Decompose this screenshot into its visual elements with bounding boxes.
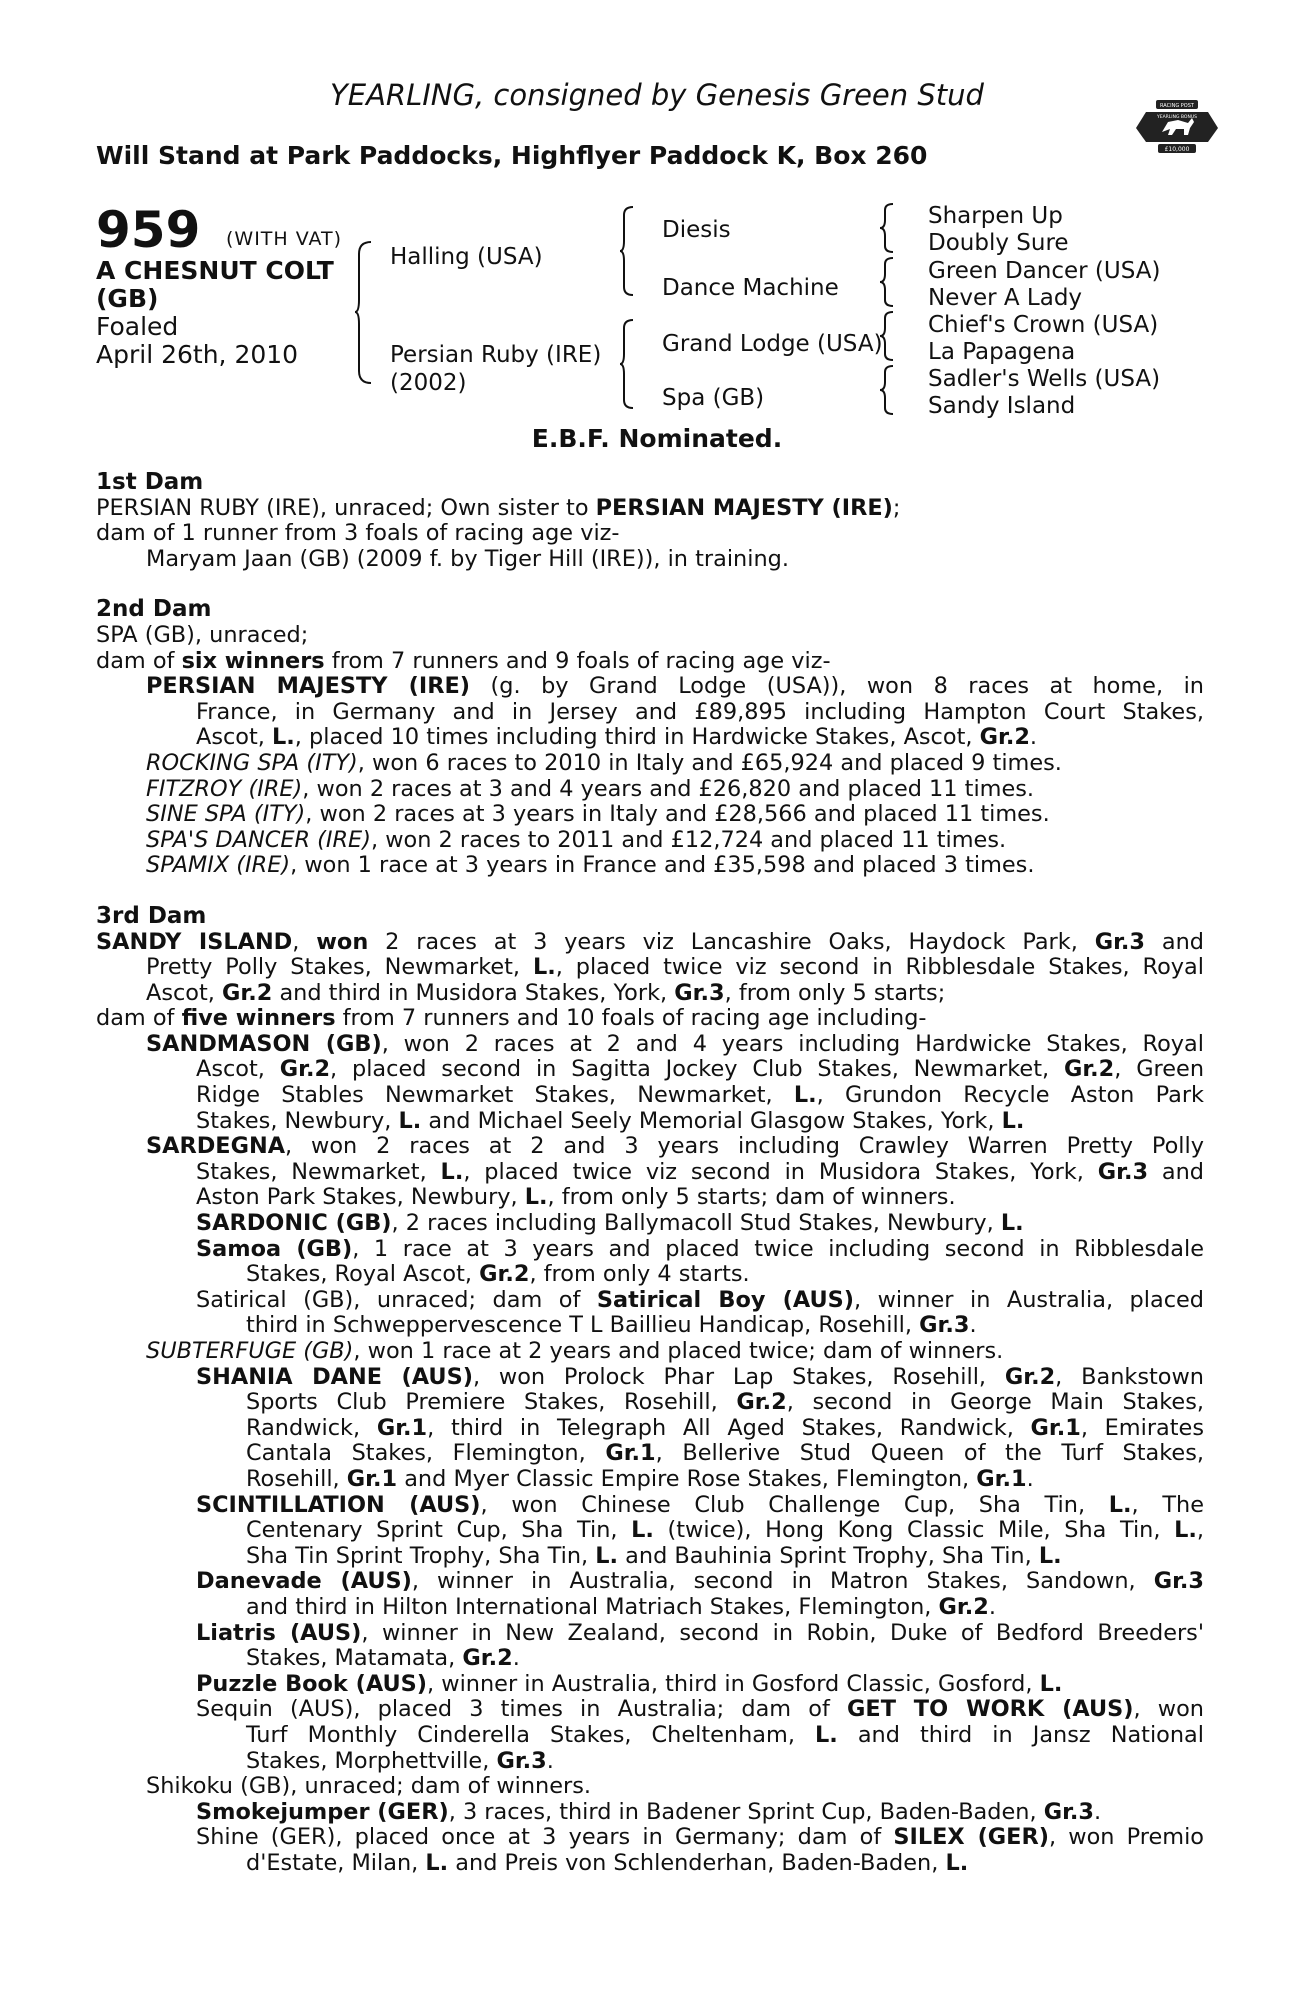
pedigree-brace-3a — [880, 202, 896, 254]
pedigree-text-line — [96, 1083, 1204, 1109]
text-run: Stakes, Matamata, — [246, 1645, 463, 1672]
bold-text-run: L. — [595, 1542, 619, 1569]
text-run: Satirical (GB), unraced; dam of — [196, 1286, 597, 1313]
pedigree-text-line — [96, 725, 1204, 751]
dam-sire: Grand Lodge (USA) — [662, 331, 883, 357]
bold-text-run: L. — [524, 1184, 548, 1211]
text-run: , from only 5 starts; — [724, 979, 946, 1006]
italic-text-run: SPAMIX (IRE) — [146, 852, 291, 879]
bold-text-run: L. — [1039, 1670, 1063, 1697]
pedigree-text-line — [96, 1109, 1204, 1135]
bold-text-run: Gr.2 — [979, 724, 1030, 751]
text-run: Shikoku (GB), unraced; dam of winners. — [146, 1773, 592, 1800]
text-run: , won 2 races at 3 and 4 years and £26,820 and placed 11 times. — [302, 775, 1035, 802]
text-run: dam of — [96, 1005, 182, 1032]
text-run: , winner in New Zealand, second in Robin, Duke of Bedford Breeders' — [361, 1619, 1204, 1646]
location-line: Will Stand at Park Paddocks, Highflyer Paddock K, Box 260 — [96, 141, 928, 170]
text-run: Shine (GER), placed once at 3 years in Germany; dam of — [196, 1824, 894, 1851]
bold-text-run: L. — [1038, 1542, 1062, 1569]
bold-text-run: L. — [440, 1158, 464, 1185]
text-run: ; — [892, 494, 901, 521]
section-heading: 3rd Dam — [96, 902, 207, 929]
pedigree-text-line — [96, 1595, 1204, 1621]
pedigree-text-line — [96, 1697, 1204, 1723]
pedigree-text-line — [96, 1006, 1204, 1032]
text-run: 2 races at 3 years viz Lancashire Oaks, Haydock Park, — [368, 928, 1095, 955]
pedigree-brace-3b — [880, 256, 896, 308]
text-run: , Bellerive Stud Queen of the Turf Stakes, — [655, 1440, 1204, 1467]
text-run: from 7 runners and 9 foals of racing age viz- — [324, 647, 831, 674]
bold-text-run: five winners — [181, 1005, 336, 1032]
bold-text-run: PERSIAN MAJESTY (IRE) — [595, 494, 893, 521]
pedigree-text-line — [96, 1800, 1204, 1826]
text-run: and third in Hilton International Matriach Stakes, Flemington, — [246, 1593, 939, 1620]
section-gap — [96, 572, 1204, 597]
pedigree-text-line — [96, 1774, 1204, 1800]
pedigree-text-line — [96, 1160, 1204, 1186]
italic-text-run: SPA'S DANCER (IRE) — [146, 826, 371, 853]
text-run: , 1 race at 3 years and placed twice including second in Ribblesdale — [352, 1235, 1205, 1262]
text-run: and — [1145, 928, 1204, 955]
pedigree-text-line — [96, 751, 1204, 777]
catalogue-body — [96, 470, 1204, 1876]
ggp-3: Green Dancer (USA) — [928, 258, 1161, 284]
pedigree-text-line — [96, 521, 1204, 547]
pedigree-text-line — [96, 802, 1204, 828]
bold-text-run: L. — [1001, 1107, 1025, 1134]
bold-text-run: Smokejumper (GER) — [196, 1798, 449, 1825]
text-run: from 7 runners and 10 foals of racing age including- — [335, 1005, 927, 1032]
pedigree-text-line — [96, 1518, 1204, 1544]
pedigree-text-line — [96, 930, 1204, 956]
text-run: and Michael Seely Memorial Glasgow Stakes, York, — [421, 1107, 1002, 1134]
text-run: dam of — [96, 647, 182, 674]
bold-text-run: six winners — [181, 647, 325, 674]
text-run: Ascot, — [196, 1056, 280, 1083]
pedigree-text-line — [96, 623, 1204, 649]
pedigree-text-line — [96, 1288, 1204, 1314]
text-run: , won 6 races to 2010 in Italy and £65,924 and placed 9 times. — [357, 749, 1062, 776]
italic-text-run: FITZROY (IRE) — [146, 775, 303, 802]
pedigree-text-line — [96, 1032, 1204, 1058]
pedigree-text-line — [96, 1339, 1204, 1365]
text-run: , — [292, 928, 317, 955]
bold-text-run: won — [316, 928, 369, 955]
text-run: Sha Tin Sprint Trophy, Sha Tin, — [246, 1542, 596, 1569]
text-run: Sequin (AUS), placed 3 times in Australia; dam of — [196, 1696, 848, 1723]
text-run: Pretty Polly Stakes, Newmarket, — [146, 954, 533, 981]
text-run: Ridge Stables Newmarket Stakes, Newmarket, — [196, 1082, 794, 1109]
bold-text-run: Gr.1 — [1030, 1414, 1081, 1441]
bold-text-run: L. — [631, 1517, 654, 1544]
pedigree-brace-2b — [620, 318, 636, 410]
text-run: , Grundon Recycle Aston Park — [816, 1082, 1204, 1109]
dam-dam: Spa (GB) — [662, 385, 765, 411]
text-run: , Green — [1114, 1056, 1205, 1083]
bold-text-run: Gr.2 — [279, 1056, 331, 1083]
bold-text-run: PERSIAN MAJESTY (IRE) — [146, 673, 471, 700]
bold-text-run: Gr.3 — [1094, 928, 1146, 955]
lot-description-country: (GB) — [96, 284, 159, 313]
bold-text-run: L. — [1000, 1210, 1024, 1237]
pedigree-text-line — [96, 1313, 1204, 1339]
text-run: SPA (GB), unraced; — [96, 621, 309, 648]
text-run: Maryam Jaan (GB) (2009 f. by Tiger Hill (IRE)), in training. — [146, 545, 789, 572]
pedigree-text-line — [96, 1057, 1204, 1083]
bold-text-run: Gr.2 — [222, 979, 273, 1006]
text-run: Rosehill, — [246, 1465, 347, 1492]
text-run: , placed twice viz second in Ribblesdale Stakes, Royal — [555, 954, 1205, 981]
ggp-7: Sadler's Wells (USA) — [928, 366, 1161, 392]
text-run: , winner in Australia, placed — [854, 1286, 1204, 1313]
text-run: . — [1029, 724, 1038, 751]
text-run: , 2 races including Ballymacoll Stud Stakes, Newbury, — [391, 1210, 1001, 1237]
bold-text-run: Gr.3 — [1153, 1568, 1204, 1595]
text-run: and third in Musidora Stakes, York, — [272, 979, 675, 1006]
pedigree-brace-2a — [620, 205, 636, 297]
bold-text-run: Gr.2 — [479, 1261, 530, 1288]
pedigree-text-line — [96, 1493, 1204, 1519]
pedigree-text-line — [96, 1621, 1204, 1647]
text-run: , The — [1131, 1491, 1204, 1518]
sire-name: Halling (USA) — [390, 244, 543, 270]
pedigree-text-line — [96, 1569, 1204, 1595]
pedigree-text-line — [96, 1544, 1204, 1570]
text-run: , won Premio — [1048, 1824, 1204, 1851]
bold-text-run: L. — [1174, 1517, 1197, 1544]
bold-text-run: L. — [793, 1082, 817, 1109]
bold-text-run: L. — [272, 724, 295, 751]
bold-text-run: Gr.3 — [1043, 1798, 1094, 1825]
text-run: . — [988, 1593, 996, 1620]
text-run: , won — [1133, 1696, 1204, 1723]
text-run: , second in George Main Stakes, — [786, 1389, 1204, 1416]
text-run: Stakes, Royal Ascot, — [246, 1261, 480, 1288]
bold-text-run: L. — [398, 1107, 422, 1134]
lot-number: 959 — [96, 201, 201, 259]
ebf-nomination: E.B.F. Nominated. — [531, 424, 783, 453]
ggp-1: Sharpen Up — [928, 203, 1063, 229]
bold-text-run: Samoa (GB) — [196, 1235, 353, 1262]
text-run: , won 2 races at 2 and 3 years including Crawley Warren Pretty Polly — [285, 1133, 1204, 1160]
pedigree-text-line — [96, 853, 1204, 879]
text-run: , from only 5 starts; dam of winners. — [547, 1184, 956, 1211]
yearling-bonus-badge-icon — [1132, 98, 1222, 154]
text-run: and Preis von Schlenderhan, Baden-Baden, — [448, 1849, 946, 1876]
bold-text-run: Gr.2 — [1004, 1363, 1056, 1390]
text-run: France, in Germany and in Jersey and £89,895 including Hampton Court Stakes, — [196, 698, 1204, 725]
pedigree-text-line — [96, 955, 1204, 981]
italic-text-run: ROCKING SPA (ITY) — [146, 749, 358, 776]
bold-text-run: L. — [425, 1849, 449, 1876]
text-run: , won 1 race at 3 years in France and £35,598 and placed 3 times. — [290, 852, 1035, 879]
text-run: and Bauhinia Sprint Trophy, Sha Tin, — [618, 1542, 1039, 1569]
text-run: third in Schweppervescence T L Baillieu Handicap, Rosehill, — [246, 1312, 920, 1339]
text-run: , Emirates — [1080, 1414, 1204, 1441]
bold-text-run: L. — [1108, 1491, 1132, 1518]
foaled-label: Foaled — [96, 312, 179, 341]
pedigree-text-line — [96, 1237, 1204, 1263]
pedigree-text-line — [96, 649, 1204, 675]
text-run: Sports Club Premiere Stakes, Rosehill, — [246, 1389, 737, 1416]
pedigree-brace-3d — [880, 364, 896, 416]
ggp-4: Never A Lady — [928, 285, 1083, 311]
text-run: , won 2 races to 2011 and £12,724 and placed 11 times. — [370, 826, 1007, 853]
bold-text-run: SARDONIC (GB) — [196, 1210, 392, 1237]
text-run: , won Chinese Club Challenge Cup, Sha Tin, — [480, 1491, 1109, 1518]
bold-text-run: Gr.3 — [1097, 1158, 1149, 1185]
section-heading: 1st Dam — [96, 469, 204, 495]
lot-description: A CHESNUT COLT — [96, 256, 334, 285]
pedigree-text-line — [96, 1262, 1204, 1288]
text-run: (g. by Grand Lodge (USA)), won 8 races at home, in — [470, 673, 1204, 700]
bold-text-run: Danevade (AUS) — [196, 1568, 412, 1595]
text-run: and third in Jansz National — [837, 1721, 1204, 1748]
pedigree-text-line — [96, 1672, 1204, 1698]
text-run: , Bankstown — [1055, 1363, 1204, 1390]
bold-text-run: Satirical Boy (AUS) — [596, 1286, 855, 1313]
pedigree-text-line — [96, 1467, 1204, 1493]
bold-text-run: Liatris (AUS) — [196, 1619, 362, 1646]
bold-text-run: Gr.3 — [674, 979, 725, 1006]
pedigree-text-line — [96, 1723, 1204, 1749]
badge-top-text: RACING POST — [1160, 103, 1194, 109]
bold-text-run: L. — [532, 954, 556, 981]
text-run: . — [969, 1312, 977, 1339]
dam-name: Persian Ruby (IRE) — [390, 342, 602, 368]
pedigree-brace-1 — [355, 240, 375, 385]
text-run: PERSIAN RUBY (IRE), unraced; Own sister to — [96, 494, 596, 521]
pedigree-text-line — [96, 777, 1204, 803]
text-run: (twice), Hong Kong Classic Mile, Sha Tin, — [653, 1517, 1175, 1544]
pedigree-text-line — [96, 1211, 1204, 1237]
pedigree-text-line — [96, 1416, 1204, 1442]
pedigree-text-line — [96, 1851, 1204, 1877]
text-run: . — [546, 1747, 554, 1774]
pedigree-text-line — [96, 674, 1204, 700]
bold-text-run: Gr.2 — [938, 1593, 989, 1620]
text-run: and Myer Classic Empire Rose Stakes, Flemington, — [397, 1465, 977, 1492]
bold-text-run: Gr.1 — [376, 1414, 428, 1441]
pedigree-text-line — [96, 1646, 1204, 1672]
pedigree-text-line — [96, 981, 1204, 1007]
text-run: dam of 1 runner from 3 foals of racing age viz- — [96, 520, 620, 547]
text-run: , 3 races, third in Badener Sprint Cup, Baden-Baden, — [448, 1798, 1044, 1825]
text-run: Randwick, — [246, 1414, 377, 1441]
pedigree-text-line — [96, 1185, 1204, 1211]
text-run: , placed 10 times including third in Hardwicke Stakes, Ascot, — [294, 724, 980, 751]
ggp-8: Sandy Island — [928, 393, 1076, 419]
bold-text-run: Gr.3 — [919, 1312, 970, 1339]
ggp-2: Doubly Sure — [928, 230, 1069, 256]
text-run: Cantala Stakes, Flemington, — [246, 1440, 606, 1467]
bold-text-run: Gr.2 — [462, 1645, 513, 1672]
text-run: , won 1 race at 2 years and placed twice; dam of winners. — [353, 1338, 1004, 1364]
text-run: Centenary Sprint Cup, Sha Tin, — [246, 1517, 632, 1544]
foaled-date: April 26th, 2010 — [96, 340, 299, 369]
text-run: , third in Telegraph All Aged Stakes, Randwick, — [427, 1414, 1031, 1441]
sire-dam: Dance Machine — [662, 275, 839, 301]
text-run: , placed twice viz second in Musidora Stakes, York, — [463, 1158, 1098, 1185]
text-run: Turf Monthly Cinderella Stakes, Cheltenham, — [246, 1721, 815, 1748]
text-run: Ascot, — [196, 724, 273, 751]
text-run: , winner in Australia, second in Matron Stakes, Sandown, — [411, 1568, 1154, 1595]
pedigree-text-line — [96, 1365, 1204, 1391]
bold-text-run: Gr.1 — [346, 1465, 398, 1492]
bold-text-run: SARDEGNA — [146, 1133, 286, 1160]
text-run: . — [512, 1645, 520, 1672]
text-run: , won Prolock Phar Lap Stakes, Rosehill, — [472, 1363, 1005, 1390]
bold-text-run: Gr.3 — [496, 1747, 547, 1774]
text-run: . — [1026, 1465, 1034, 1492]
text-run: Ascot, — [146, 979, 223, 1006]
badge-bottom-text: £10,000 — [1164, 146, 1190, 153]
bold-text-run: SANDY ISLAND — [96, 928, 293, 955]
text-run: , from only 4 starts. — [529, 1261, 750, 1288]
bold-text-run: GET TO WORK (AUS) — [847, 1696, 1134, 1723]
bold-text-run: Gr.1 — [976, 1465, 1027, 1492]
pedigree-text-line — [96, 1441, 1204, 1467]
bold-text-run: Gr.2 — [736, 1389, 787, 1416]
pedigree-text-line — [96, 496, 1204, 522]
section-heading: 2nd Dam — [96, 596, 212, 623]
dam-year: (2002) — [390, 370, 467, 396]
pedigree-text-line — [96, 1390, 1204, 1416]
bold-text-run: Gr.2 — [1063, 1056, 1115, 1083]
pedigree-text-line — [96, 1749, 1204, 1775]
bold-text-run: L. — [945, 1849, 969, 1876]
ggp-6: La Papagena — [928, 339, 1076, 365]
text-run: . — [1094, 1798, 1102, 1825]
ggp-5: Chief's Crown (USA) — [928, 312, 1159, 338]
text-run: and — [1148, 1158, 1204, 1185]
bold-text-run: SHANIA DANE (AUS) — [196, 1363, 473, 1390]
text-run: Stakes, Morphettville, — [246, 1747, 497, 1774]
text-run: d'Estate, Milan, — [246, 1849, 426, 1876]
text-run: , won 2 races at 3 years in Italy and £28,566 and placed 11 times. — [305, 801, 1050, 828]
pedigree-text-line — [96, 828, 1204, 854]
pedigree-text-line — [96, 1825, 1204, 1851]
text-run: Aston Park Stakes, Newbury, — [196, 1184, 525, 1211]
text-run: , winner in Australia, third in Gosford Classic, Gosford, — [427, 1670, 1040, 1697]
bold-text-run: L. — [814, 1721, 838, 1748]
text-run: Stakes, Newbury, — [196, 1107, 399, 1134]
text-run: , placed second in Sagitta Jockey Club Stakes, Newmarket, — [330, 1056, 1064, 1083]
bold-text-run: Gr.1 — [605, 1440, 656, 1467]
italic-text-run: SUBTERFUGE (GB) — [146, 1338, 354, 1364]
bold-text-run: SCINTILLATION (AUS) — [196, 1491, 481, 1518]
sire-sire: Diesis — [662, 217, 731, 243]
bold-text-run: Puzzle Book (AUS) — [196, 1670, 428, 1697]
pedigree-text-line — [96, 1134, 1204, 1160]
text-run: , won 2 races at 2 and 4 years including Hardwicke Stakes, Royal — [381, 1030, 1204, 1057]
pedigree-text-line — [96, 700, 1204, 726]
bold-text-run: SILEX (GER) — [893, 1824, 1049, 1851]
page-title: YEARLING, consigned by Genesis Green Stud — [330, 78, 984, 112]
section-gap — [96, 879, 1204, 904]
italic-text-run: SINE SPA (ITY) — [146, 801, 306, 828]
pedigree-text-line — [96, 547, 1204, 573]
badge-middle-text: YEARLING BONUS — [1157, 115, 1197, 120]
text-run: Stakes, Newmarket, — [196, 1158, 441, 1185]
text-run: , — [1196, 1517, 1204, 1544]
bold-text-run: SANDMASON (GB) — [146, 1030, 382, 1057]
vat-label: (WITH VAT) — [226, 228, 343, 250]
